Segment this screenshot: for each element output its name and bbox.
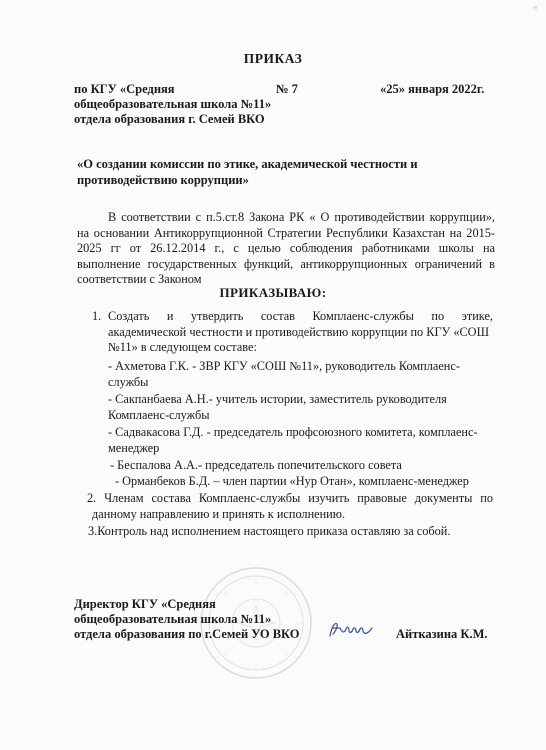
member-2-line-2: Комплаенс-службы [108,407,210,422]
member-5-line-1: - Орманбеков Б.Д. – член партии «Нур Отан», комплаенс-менеджер [115,474,469,488]
member-3-line-1: - Садвакасова Г.Д. - председатель профсоюзного комитета, комплаенс- [108,425,478,439]
signatory-name: Айтказина К.М. [396,627,488,641]
header-org-line-1: по КГУ «Средняя [74,82,175,96]
item-1-line-3: №11» в следующем составе: [108,340,257,355]
handwritten-signature [326,618,376,642]
preamble-line-5: соответствии с Законом [77,272,202,287]
order-subject: «О создании комиссии по этике, академической честности и противодействию коррупции» [77,157,418,187]
item-1-number: 1. [92,309,102,323]
preamble-line-4: выполнение государственных функций, антикоррупционных ограничений в [77,256,495,271]
member-3-line-2: менеджер [108,440,160,455]
member-1-line-1: - Ахметова Г.К. - ЗВР КГУ «СОШ №11», руководитель Комплаенс- [108,359,460,373]
member-2-line-1: - Сакпанбаева А.Н.- учитель истории, заместитель руководителя [108,392,447,406]
document-title: ПРИКАЗ [243,51,303,66]
order-number: № 7 [276,82,298,96]
signatory-line-2: общеобразовательная школа №11» [74,612,272,626]
preamble-line-2: на основании Антикоррупционной Стратегии Республики Казахстан на 2015- [77,225,495,240]
preamble-line-3: 2025 гг от 26.12.2014 г., с целью соблюдения работниками школы на [77,241,495,256]
item-2-line-2: данному направлению и принять к исполнению. [92,506,346,521]
signatory-line-1: Директор КГУ «Средняя [74,597,216,611]
member-4-line-1: - Беспалова А.А.- председатель попечительского совета [110,458,402,472]
corner-mark: ≡ [532,4,538,12]
item-2-line-1: 2. Членам состава Комплаенс-службы изучить правовые документы по [87,491,493,505]
header-org-line-2: общеобразовательная школа №11» [74,97,272,111]
item-1-line-1: Создать и утвердить состав Комплаенс-службы по этике, [108,309,493,323]
order-date: «25» января 2022г. [380,82,485,96]
item-1-line-2: академической честности и противодействию коррупции по КГУ «СОШ [108,324,489,339]
item-3: 3.Контроль над исполнением настоящего приказа оставляю за собой. [88,524,451,538]
header-org-line-3: отдела образования г. Семей ВКО [74,112,265,126]
preamble-line-1: В соответствии с п.5.ст.8 Закона РК « О противодействии коррупции», [108,210,495,224]
signatory-line-3: отдела образования по г.Семей УО ВКО [74,627,300,641]
order-word: ПРИКАЗЫВАЮ: [219,285,327,300]
member-1-line-2: службы [108,374,149,389]
